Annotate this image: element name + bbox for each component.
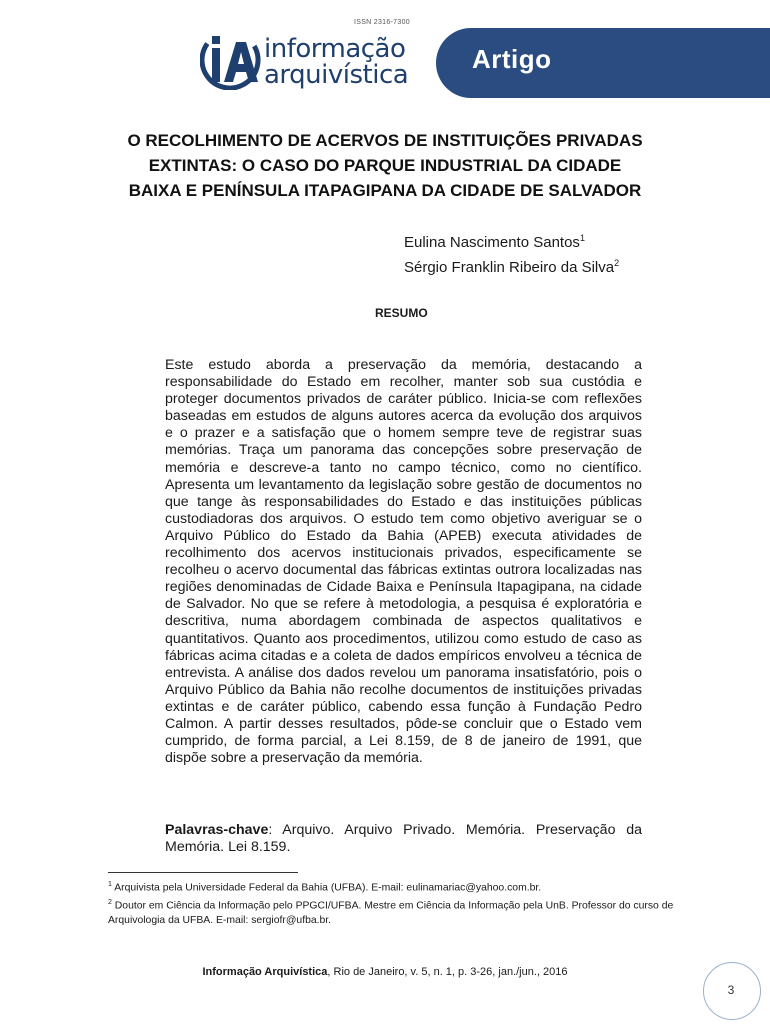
citation: , Rio de Janeiro, v. 5, n. 1, p. 3-26, jan./jun., 2016: [327, 966, 568, 978]
author-footnote-mark: 2: [614, 258, 620, 268]
keywords: [165, 822, 642, 856]
issn-label: ISSN 2316-7300: [354, 19, 410, 26]
ia-logo-icon: [200, 30, 262, 90]
logo-text-informacao: informação: [264, 34, 406, 64]
author-1: [404, 228, 619, 253]
author-2: [404, 253, 619, 278]
footnote-mark: 1: [108, 881, 112, 888]
footnote-divider: [108, 872, 298, 873]
logo-text-arquivistica: arquivística: [264, 60, 409, 90]
journal-logo: [200, 28, 420, 92]
author-list: [404, 228, 619, 278]
footnotes: [108, 878, 700, 928]
page-footer: [0, 966, 770, 978]
author-name: Sérgio Franklin Ribeiro da Silva: [404, 259, 615, 276]
article-title: O RECOLHIMENTO DE ACERVOS DE INSTITUIÇÕES PRIVADAS EXTINTAS: O CASO DO PARQUE INDUSTRIAL DA CIDADE BAIXA E PENÍNSULA ITAPAGIPANA DA CIDADE DE SALVADOR: [127, 131, 643, 200]
author-footnote-mark: 1: [579, 233, 585, 243]
keywords-list: : Arquivo. Arquivo Privado. Memória. Preservação da Memória. Lei 8.159.: [165, 822, 642, 856]
journal-name: Informação Arquivística: [202, 966, 328, 978]
footnote-text: Arquivista pela Universidade Federal da Bahia (UFBA). E-mail: eulinamariac@yahoo.com.br.: [111, 882, 542, 894]
keywords-label: Palavras-chave: [165, 822, 269, 838]
footnote-1: [108, 878, 700, 896]
footnote-mark: 2: [108, 898, 112, 906]
abstract-body: Este estudo aborda a preservação da memória, destacando a responsabilidade do Estado em recolher, manter sob sua custódia e proteger documentos privados de caráter público. Inicia-se com reflexões baseadas em estudos de alguns autores acerca da evolução dos arquivos e o prazer e a satisfação que o homem sempre teve de registrar suas memórias. Traça um panorama das concepções sobre preservação de memória e descreve-a tanto no campo técnico, como no científico. Apresenta um levantamento da legislação sobre gestão de documentos no que tange às responsabilidades do Estado e das instituições públicas custodiadoras dos arquivos. O estudo tem como objetivo averiguar se o Arquivo Público do Estado da Bahia (APEB) executa atividades de recolhimento dos acervos institucionais privados, especificamente se recolheu o acervo documental das fábricas extintas outrora localizadas nas regiões denominadas de Cidade Baixa e Península Itapagipana, na cidade de Salvador. No que se refere à metodologia, a pesquisa é exploratória e descritiva, numa abordagem combinada de aspectos qualitativos e quantitativos. Quanto aos procedimentos, utilizou como estudo de caso as fábricas acima citadas e a coleta de dados empíricos envolveu a técnica de entrevista. A análise dos dados revelou um panorama insatisfatório, pois o Arquivo Público da Bahia não recolhe documentos de instituições privadas extintas e de caráter público, cabendo essa função à Fundação Pedro Calmon. A partir desses resultados, pôde-se concluir que o Estado vem cumprido, de forma parcial, a Lei 8.159, de 8 de janeiro de 1991, que dispõe sobre a preservação da memória.: [165, 357, 642, 767]
section-label: Artigo: [472, 44, 552, 74]
footnote-2: [108, 896, 700, 928]
author-name: Eulina Nascimento Santos: [404, 234, 580, 251]
page-number: 3: [727, 983, 735, 997]
footnote-text: Doutor em Ciência da Informação pelo PPGCI/UFBA. Mestre em Ciência da Informação pela UnB. Professor do curso de Arquivologia da UFBA. E-mail: sergiofr@ufba.br.: [108, 900, 674, 926]
abstract-heading: RESUMO: [375, 306, 428, 320]
